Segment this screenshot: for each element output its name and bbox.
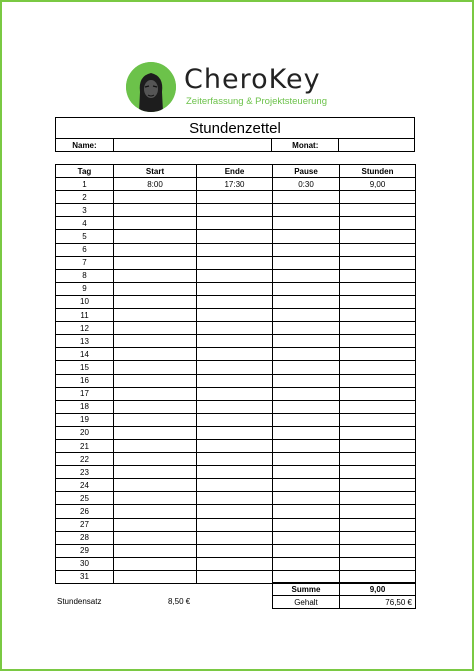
start-cell[interactable] [114, 531, 197, 544]
summary-table [272, 582, 416, 609]
name-field[interactable] [113, 139, 271, 152]
end-cell[interactable] [197, 387, 273, 400]
break-cell[interactable] [273, 544, 340, 557]
end-cell[interactable] [197, 413, 273, 426]
hours-cell[interactable] [340, 466, 416, 479]
break-cell[interactable] [273, 191, 340, 204]
day-cell: 18 [56, 400, 114, 413]
table-row [56, 256, 416, 269]
start-cell[interactable] [114, 243, 197, 256]
day-cell: 26 [56, 505, 114, 518]
day-cell: 10 [56, 295, 114, 308]
end-cell[interactable] [197, 217, 273, 230]
hours-cell[interactable] [340, 518, 416, 531]
hours-cell[interactable] [340, 400, 416, 413]
break-cell[interactable] [273, 348, 340, 361]
name-label: Name: [56, 139, 114, 152]
table-row [56, 295, 416, 308]
hours-cell[interactable] [340, 295, 416, 308]
hours-cell[interactable] [340, 230, 416, 243]
day-cell: 29 [56, 544, 114, 557]
end-cell[interactable] [197, 204, 273, 217]
break-cell[interactable] [273, 295, 340, 308]
break-cell[interactable] [273, 322, 340, 335]
day-cell: 12 [56, 322, 114, 335]
sum-value: 9,00 [340, 583, 416, 596]
salary-value: 76,50 € [340, 596, 416, 609]
day-cell: 9 [56, 282, 114, 295]
end-cell[interactable] [197, 322, 273, 335]
start-cell[interactable] [114, 361, 197, 374]
hours-cell[interactable] [340, 439, 416, 452]
day-cell: 30 [56, 557, 114, 570]
start-cell[interactable] [114, 256, 197, 269]
end-cell[interactable] [197, 557, 273, 570]
cherokee-head-icon [126, 62, 176, 112]
end-cell[interactable] [197, 348, 273, 361]
break-cell[interactable] [273, 466, 340, 479]
table-row [56, 269, 416, 282]
break-cell[interactable] [273, 426, 340, 439]
end-cell[interactable] [197, 361, 273, 374]
brand-name: CheroKey [184, 64, 321, 95]
end-cell[interactable] [197, 544, 273, 557]
table-row [56, 178, 416, 191]
day-cell: 13 [56, 335, 114, 348]
start-cell[interactable] [114, 335, 197, 348]
table-row [56, 479, 416, 492]
start-cell[interactable] [114, 309, 197, 322]
break-cell[interactable] [273, 400, 340, 413]
break-cell[interactable] [273, 230, 340, 243]
col-header-hours: Stunden [340, 165, 416, 178]
table-header-row [56, 165, 416, 178]
month-label: Monat: [272, 139, 339, 152]
break-cell[interactable] [273, 217, 340, 230]
table-row [56, 387, 416, 400]
end-cell[interactable] [197, 492, 273, 505]
table-row [56, 348, 416, 361]
break-cell[interactable] [273, 204, 340, 217]
table-row [56, 426, 416, 439]
day-cell: 21 [56, 439, 114, 452]
start-cell[interactable] [114, 453, 197, 466]
end-cell[interactable] [197, 570, 273, 583]
break-cell[interactable] [273, 335, 340, 348]
day-cell: 20 [56, 426, 114, 439]
break-cell[interactable] [273, 269, 340, 282]
day-cell: 14 [56, 348, 114, 361]
col-header-break: Pause [273, 165, 340, 178]
day-cell: 27 [56, 518, 114, 531]
start-cell[interactable] [114, 557, 197, 570]
day-cell: 22 [56, 453, 114, 466]
end-cell[interactable] [197, 531, 273, 544]
hours-cell[interactable] [340, 413, 416, 426]
break-cell[interactable] [273, 531, 340, 544]
break-cell[interactable] [273, 439, 340, 452]
start-cell[interactable] [114, 492, 197, 505]
end-cell[interactable] [197, 295, 273, 308]
break-cell[interactable] [273, 309, 340, 322]
hours-cell[interactable] [340, 204, 416, 217]
day-cell: 15 [56, 361, 114, 374]
end-cell[interactable] [197, 191, 273, 204]
break-cell[interactable] [273, 387, 340, 400]
table-row [56, 204, 416, 217]
break-cell[interactable] [273, 361, 340, 374]
table-row [56, 413, 416, 426]
hours-cell[interactable] [340, 243, 416, 256]
end-cell[interactable] [197, 439, 273, 452]
start-cell[interactable] [114, 230, 197, 243]
end-cell[interactable] [197, 374, 273, 387]
start-cell[interactable] [114, 322, 197, 335]
break-cell[interactable] [273, 413, 340, 426]
table-row [56, 544, 416, 557]
start-cell[interactable] [114, 387, 197, 400]
day-cell: 2 [56, 191, 114, 204]
table-row [56, 361, 416, 374]
start-cell[interactable] [114, 374, 197, 387]
hours-cell[interactable]: 9,00 [340, 178, 416, 191]
hours-cell[interactable] [340, 544, 416, 557]
hours-cell[interactable] [340, 374, 416, 387]
day-cell: 19 [56, 413, 114, 426]
day-cell: 1 [56, 178, 114, 191]
break-cell[interactable] [273, 505, 340, 518]
sum-label: Summe [273, 583, 340, 596]
table-row [56, 282, 416, 295]
table-row [56, 335, 416, 348]
start-cell[interactable] [114, 295, 197, 308]
hours-cell[interactable] [340, 335, 416, 348]
hours-cell[interactable] [340, 426, 416, 439]
start-cell[interactable] [114, 466, 197, 479]
start-cell[interactable] [114, 570, 197, 583]
table-row [56, 505, 416, 518]
end-cell[interactable] [197, 479, 273, 492]
day-cell: 5 [56, 230, 114, 243]
table-row [56, 374, 416, 387]
hours-cell[interactable] [340, 217, 416, 230]
table-row [56, 217, 416, 230]
start-cell[interactable] [114, 518, 197, 531]
hours-cell[interactable] [340, 557, 416, 570]
table-row [56, 243, 416, 256]
start-cell[interactable] [114, 282, 197, 295]
hours-cell[interactable] [340, 348, 416, 361]
sheet-title: Stundenzettel [56, 118, 415, 139]
break-cell[interactable] [273, 256, 340, 269]
col-header-end: Ende [197, 165, 273, 178]
table-row [56, 466, 416, 479]
brand-logo [126, 62, 336, 112]
hours-cell[interactable] [340, 492, 416, 505]
hours-cell[interactable] [340, 322, 416, 335]
start-cell[interactable] [114, 426, 197, 439]
end-cell[interactable] [197, 256, 273, 269]
hours-cell[interactable] [340, 309, 416, 322]
break-cell[interactable] [273, 453, 340, 466]
month-field[interactable] [339, 139, 415, 152]
end-cell[interactable] [197, 309, 273, 322]
day-cell: 23 [56, 466, 114, 479]
end-cell[interactable] [197, 426, 273, 439]
day-cell: 25 [56, 492, 114, 505]
end-cell[interactable] [197, 400, 273, 413]
start-cell[interactable] [114, 217, 197, 230]
start-cell[interactable] [114, 479, 197, 492]
break-cell[interactable] [273, 479, 340, 492]
start-cell[interactable] [114, 191, 197, 204]
day-cell: 11 [56, 309, 114, 322]
day-cell: 4 [56, 217, 114, 230]
end-cell[interactable] [197, 269, 273, 282]
table-row [56, 518, 416, 531]
hours-cell[interactable] [340, 269, 416, 282]
end-cell[interactable] [197, 518, 273, 531]
start-cell[interactable] [114, 505, 197, 518]
day-cell: 28 [56, 531, 114, 544]
salary-label: Gehalt [273, 596, 340, 609]
col-header-day: Tag [56, 165, 114, 178]
day-cell: 7 [56, 256, 114, 269]
day-cell: 3 [56, 204, 114, 217]
col-header-start: Start [114, 165, 197, 178]
table-row [56, 492, 416, 505]
hours-cell[interactable] [340, 361, 416, 374]
end-cell[interactable] [197, 466, 273, 479]
start-cell[interactable] [114, 204, 197, 217]
table-row [56, 191, 416, 204]
break-cell[interactable] [273, 374, 340, 387]
brand-tagline: Zeiterfassung & Projektsteuerung [186, 96, 327, 107]
hours-cell[interactable] [340, 453, 416, 466]
break-cell[interactable] [273, 557, 340, 570]
end-cell[interactable] [197, 230, 273, 243]
break-cell[interactable] [273, 282, 340, 295]
end-cell[interactable] [197, 335, 273, 348]
end-cell[interactable] [197, 505, 273, 518]
end-cell[interactable] [197, 243, 273, 256]
table-row [56, 230, 416, 243]
table-row [56, 531, 416, 544]
start-cell[interactable] [114, 400, 197, 413]
start-cell[interactable] [114, 413, 197, 426]
hours-cell[interactable] [340, 479, 416, 492]
hours-cell[interactable] [340, 531, 416, 544]
day-cell: 24 [56, 479, 114, 492]
sheet-header [55, 117, 415, 152]
hours-cell[interactable] [340, 505, 416, 518]
day-cell: 31 [56, 570, 114, 583]
table-row [56, 309, 416, 322]
start-cell[interactable] [114, 544, 197, 557]
start-cell[interactable] [114, 439, 197, 452]
break-cell[interactable] [273, 492, 340, 505]
break-cell[interactable] [273, 243, 340, 256]
day-cell: 8 [56, 269, 114, 282]
timesheet-table [55, 164, 416, 584]
hours-cell[interactable] [340, 256, 416, 269]
end-cell[interactable] [197, 282, 273, 295]
day-cell: 16 [56, 374, 114, 387]
table-row [56, 557, 416, 570]
end-cell[interactable]: 17:30 [197, 178, 273, 191]
hours-cell[interactable] [340, 387, 416, 400]
table-row [56, 400, 416, 413]
table-row [56, 453, 416, 466]
hours-cell[interactable] [340, 191, 416, 204]
table-row [56, 322, 416, 335]
end-cell[interactable] [197, 453, 273, 466]
break-cell[interactable]: 0:30 [273, 178, 340, 191]
day-cell: 17 [56, 387, 114, 400]
start-cell[interactable] [114, 269, 197, 282]
day-cell: 6 [56, 243, 114, 256]
hours-cell[interactable] [340, 282, 416, 295]
start-cell[interactable]: 8:00 [114, 178, 197, 191]
break-cell[interactable] [273, 518, 340, 531]
table-row [56, 439, 416, 452]
start-cell[interactable] [114, 348, 197, 361]
hourly-rate-value: 8,50 € [168, 597, 191, 606]
hourly-rate-label: Stundensatz [57, 597, 102, 606]
